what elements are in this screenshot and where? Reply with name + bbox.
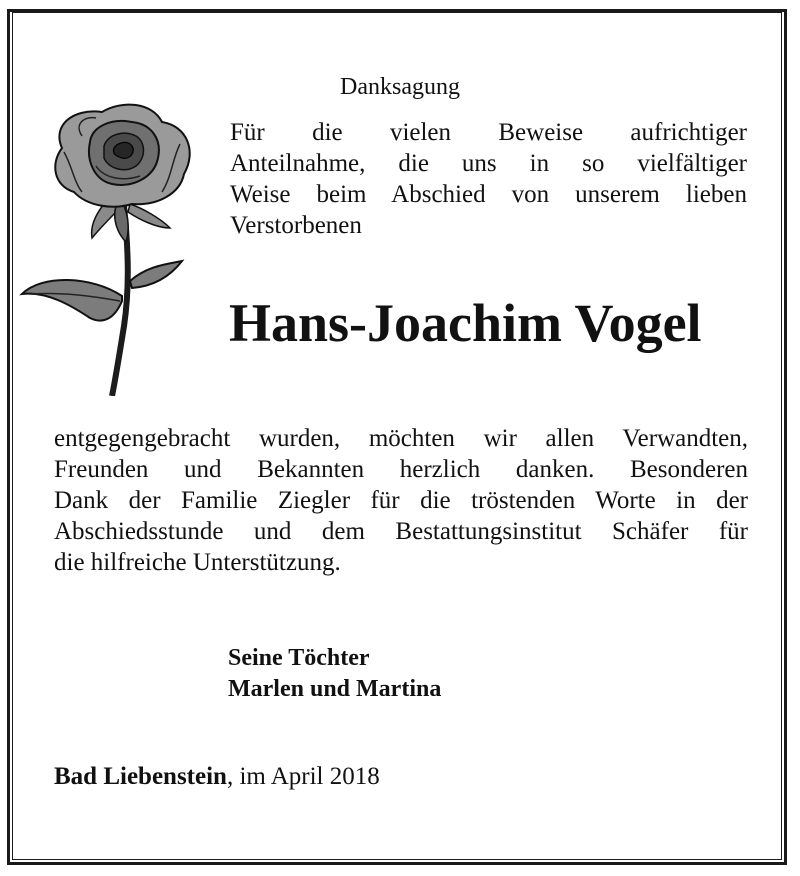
rose-icon — [12, 96, 212, 396]
body-line: Dank der Familie Ziegler für die tröstenden Worte in der — [54, 487, 748, 514]
place-date — [54, 761, 380, 792]
body-line: die hilfreiche Unterstützung. — [54, 549, 341, 576]
place-town: Bad Liebenstein — [54, 763, 227, 790]
signature-line-names: Marlen und Martina — [228, 676, 442, 702]
intro-line: Für die vielen Beweise aufrichtiger — [230, 119, 747, 146]
signature-line-relation: Seine Töchter — [228, 645, 370, 671]
deceased-name: Hans-Joachim Vogel — [229, 293, 702, 353]
body-line: Abschiedsstunde und dem Bestattungsinstitut Schäfer für — [54, 518, 748, 545]
intro-line: Weise beim Abschied von unserem lieben — [230, 181, 747, 208]
body-text — [54, 423, 748, 578]
intro-line: Verstorbenen — [230, 212, 362, 239]
place-date-text: , im April 2018 — [226, 763, 380, 790]
signature — [228, 643, 441, 705]
intro-text — [230, 117, 747, 241]
body-line: Freunden und Bekannten herzlich danken. Besonderen — [54, 456, 748, 483]
notice-heading: Danksagung — [340, 74, 460, 100]
body-line: entgegengebracht wurden, möchten wir allen Verwandten, — [54, 425, 748, 452]
intro-line: Anteilnahme, die uns in so vielfältiger — [230, 150, 747, 177]
